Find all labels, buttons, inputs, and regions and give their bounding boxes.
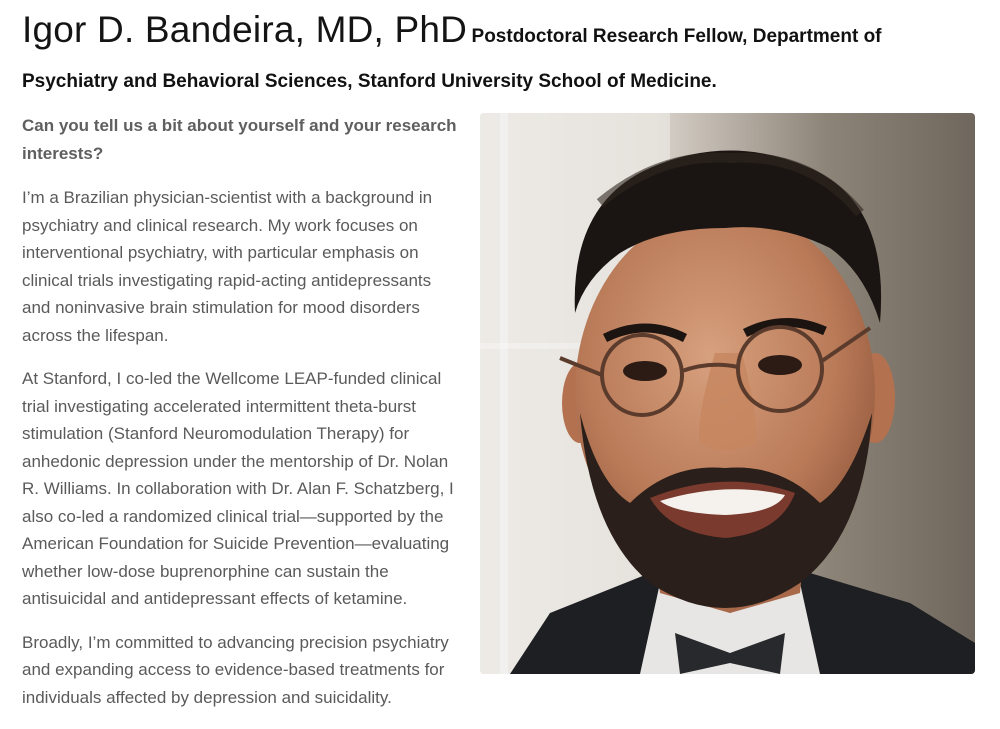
interview-text <box>22 112 462 727</box>
portrait-photo <box>480 113 975 674</box>
portrait-illustration <box>480 113 975 674</box>
answer-paragraph-1: I’m a Brazilian physician-scientist with a background in psychiatry and clinical research. My work focuses on interventional psychiatry, with particular emphasis on clinical trials investigating rapid-acting antidepressants and noninvasive brain stimulation for mood disorders across the lifespan. <box>22 188 433 345</box>
answer-paragraph-3: Broadly, I’m committed to advancing precision psychiatry and expanding access to evidence-based treatments for individuals affected by depression and suicidality. <box>22 632 449 707</box>
article-header <box>22 8 977 105</box>
interview-question: Can you tell us a bit about yourself and your research interests? <box>22 116 457 163</box>
answer-paragraph-2: At Stanford, I co-led the Wellcome LEAP-funded clinical trial investigating accelerated intermittent theta-burst stimulation (Stanford Neuromodulation Therapy) for anhedonic depression under the mentorship of Dr. Nolan R. Williams. In collaboration with Dr. Alan F. Schatzberg, I also co-led a randomized clinical trial—supported by the American Foundation for Suicide Prevention—evaluating whether low-dose buprenorphine can sustain the antisuicidal and antidepressant effects of ketamine. <box>22 369 454 608</box>
person-role: Postdoctoral Research Fellow, Department of Psychiatry and Behavioral Sciences, Stanford University School of Medicine. <box>22 26 882 92</box>
person-name: Igor D. Bandeira, MD, PhD <box>22 9 468 50</box>
